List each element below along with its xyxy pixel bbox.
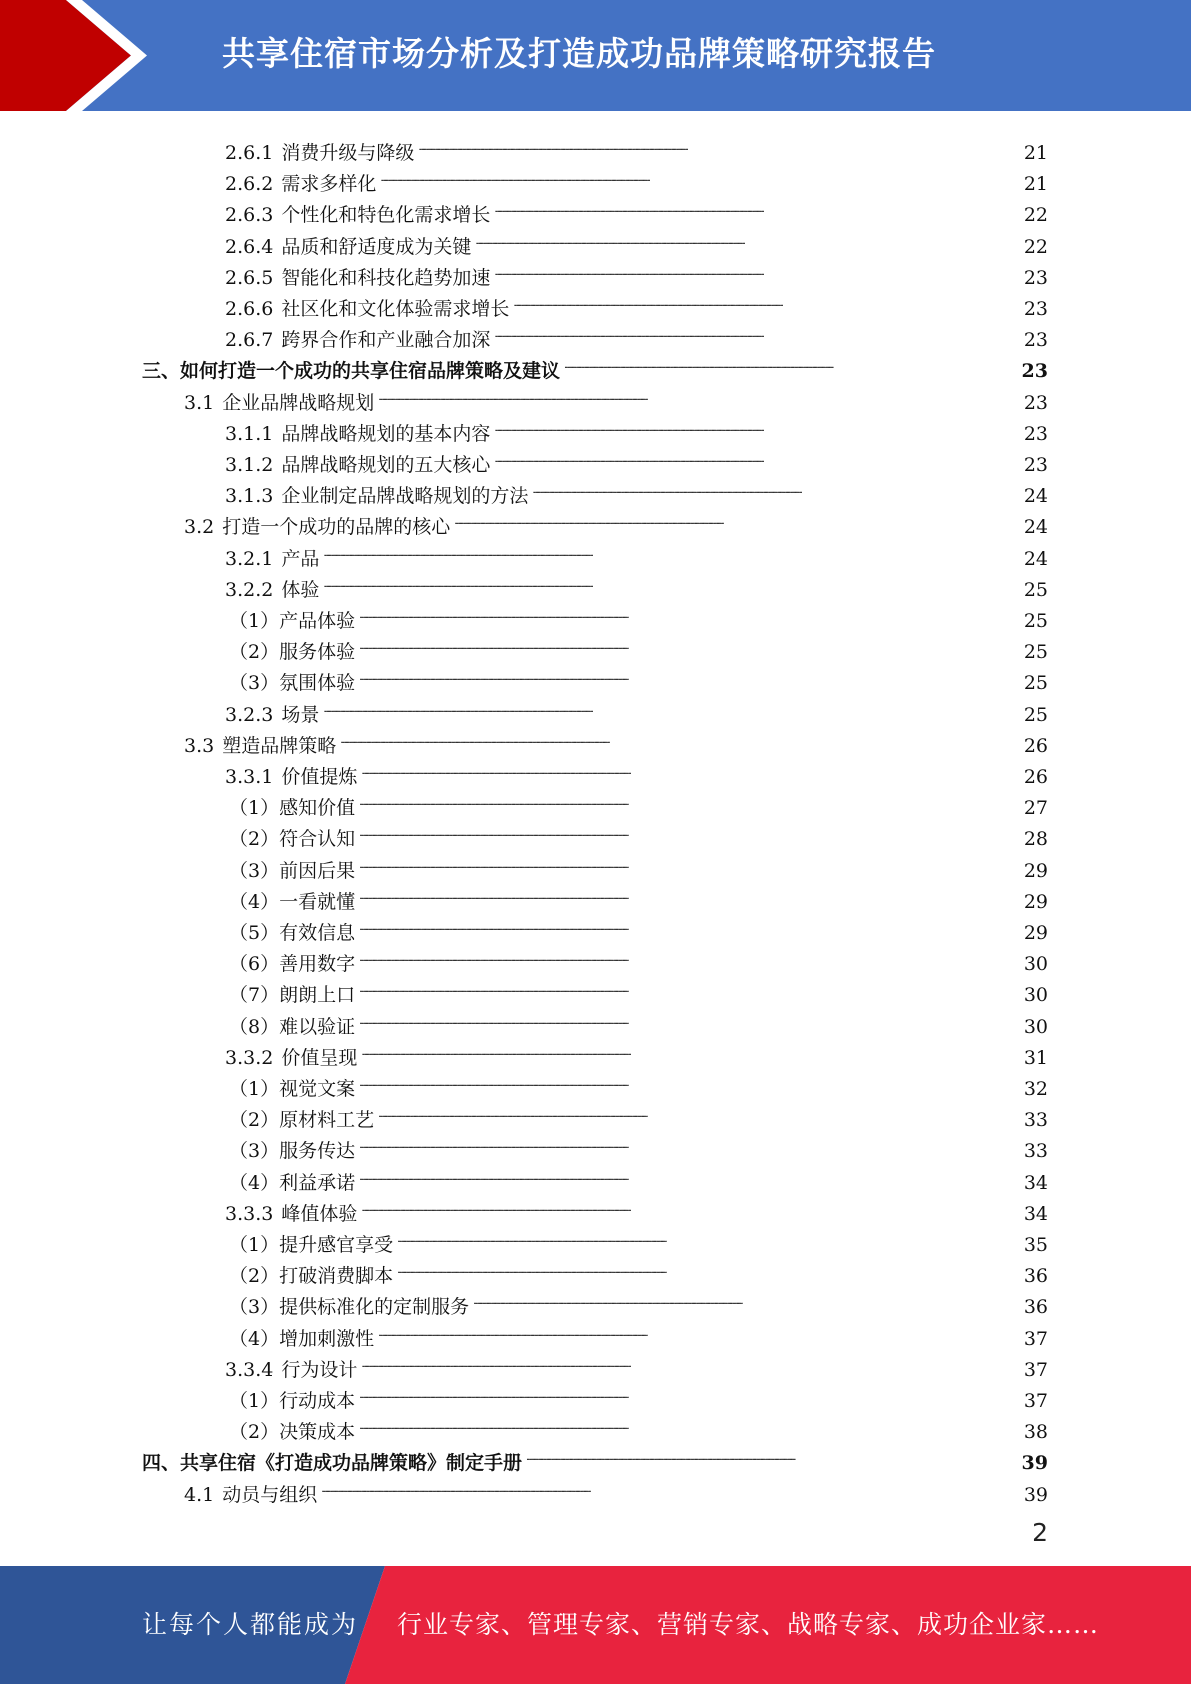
toc-entry[interactable] xyxy=(142,1438,1048,1475)
page-number: 2 xyxy=(1032,1518,1048,1547)
toc-dot-leader xyxy=(359,1064,1022,1095)
toc-dot-leader xyxy=(532,471,1021,502)
toc-dot-leader xyxy=(361,1345,1021,1376)
header-red-chevron xyxy=(0,0,160,111)
toc-entry-page: 36 xyxy=(1023,1265,1048,1288)
toc-dot-leader xyxy=(378,1314,1022,1345)
toc-dot-leader xyxy=(494,409,1021,440)
toc-entry[interactable] xyxy=(229,627,1048,664)
footer-banner xyxy=(0,1566,1191,1684)
toc-dot-leader xyxy=(323,534,1021,565)
toc-entry-page: 21 xyxy=(1023,173,1048,196)
toc-dot-leader xyxy=(418,128,1021,159)
toc-dot-leader xyxy=(359,627,1022,658)
toc-entry-page: 37 xyxy=(1023,1358,1048,1381)
toc-entry-number: 3.3.3 xyxy=(225,1202,274,1225)
toc-entry[interactable] xyxy=(225,253,1048,289)
toc-entry-page: 30 xyxy=(1023,1015,1048,1038)
toc-entry-page: 22 xyxy=(1023,235,1048,258)
toc-entry-title: 品牌战略规划的基本内容 xyxy=(281,422,491,445)
toc-dot-leader xyxy=(397,1220,1022,1251)
toc-dot-leader xyxy=(359,846,1022,877)
toc-entry-page: 37 xyxy=(1023,1390,1048,1412)
toc-entry[interactable] xyxy=(229,783,1048,820)
toc-dot-leader xyxy=(526,1438,1020,1469)
toc-entry-number: 2.6.1 xyxy=(225,142,274,164)
toc-dot-leader xyxy=(359,1407,1022,1438)
toc-entry[interactable] xyxy=(229,846,1048,882)
toc-entry-number: 2.6.5 xyxy=(225,266,274,289)
toc-entry-title: （2）决策成本 xyxy=(229,1421,356,1444)
toc-dot-leader xyxy=(359,970,1022,1001)
toc-entry[interactable] xyxy=(225,1345,1048,1381)
toc-dot-leader xyxy=(454,502,1022,533)
toc-dot-leader xyxy=(361,752,1021,783)
toc-entry-title: （2）符合认知 xyxy=(229,828,356,851)
toc-entry-title: 峰值体验 xyxy=(281,1202,358,1225)
toc-entry-title: 动员与组织 xyxy=(222,1483,318,1506)
toc-entry-page: 33 xyxy=(1023,1140,1048,1163)
toc-entry[interactable] xyxy=(229,1376,1048,1412)
toc-entry-page: 25 xyxy=(1023,578,1048,601)
toc-entry-page: 28 xyxy=(1023,828,1048,851)
toc-entry-title: 社区化和文化体验需求增长 xyxy=(281,298,510,320)
toc-entry[interactable] xyxy=(229,658,1048,695)
toc-entry-page: 29 xyxy=(1023,859,1048,882)
toc-dot-leader xyxy=(321,1470,1022,1501)
toc-entry-page: 37 xyxy=(1023,1327,1048,1350)
toc-entry-title: 场景 xyxy=(281,703,320,726)
toc-entry[interactable] xyxy=(229,939,1048,976)
toc-dot-leader xyxy=(323,690,1021,721)
toc-entry[interactable] xyxy=(225,752,1048,788)
toc-entry-number: 2.6.3 xyxy=(225,204,274,227)
toc-entry-page: 36 xyxy=(1023,1296,1048,1319)
toc-dot-leader xyxy=(359,1158,1022,1189)
toc-entry[interactable] xyxy=(225,440,1048,476)
toc-entry[interactable] xyxy=(225,690,1048,726)
toc-entry-page: 33 xyxy=(1023,1109,1048,1132)
toc-dot-leader xyxy=(359,658,1022,689)
toc-entry-number: 3.2.1 xyxy=(225,547,274,570)
toc-entry-page: 39 xyxy=(1023,1483,1048,1506)
toc-entry-title: 企业品牌战略规划 xyxy=(222,391,375,414)
toc-entry-number: 3.1 xyxy=(184,391,215,414)
toc-entry[interactable] xyxy=(229,908,1048,944)
toc-entry-page: 25 xyxy=(1023,672,1048,695)
toc-dot-leader xyxy=(378,1095,1022,1126)
toc-entry-title: 品质和舒适度成为关键 xyxy=(281,235,472,258)
toc-dot-leader xyxy=(494,253,1021,284)
toc-entry-number: 3.3 xyxy=(184,734,215,757)
toc-entry[interactable] xyxy=(225,284,1048,320)
toc-entry-page: 25 xyxy=(1023,641,1048,664)
toc-entry-title: 跨界合作和产业融合加深 xyxy=(281,329,491,352)
toc-entry-title: （3）提供标准化的定制服务 xyxy=(229,1296,470,1319)
toc-dot-leader xyxy=(361,1033,1021,1064)
toc-entry-title: 行为设计 xyxy=(281,1358,358,1381)
toc-entry-title: （2）原材料工艺 xyxy=(229,1109,375,1132)
toc-entry-title: （1）产品体验 xyxy=(229,610,356,632)
toc-entry-page: 23 xyxy=(1023,391,1048,414)
toc-entry[interactable] xyxy=(184,378,1048,414)
toc-entry[interactable] xyxy=(184,1470,1048,1506)
toc-entry-title: 打造一个成功的品牌的核心 xyxy=(222,516,451,539)
toc-entry-page: 24 xyxy=(1023,547,1048,570)
toc-entry-page: 26 xyxy=(1023,734,1048,757)
toc-entry-page: 34 xyxy=(1023,1171,1048,1194)
toc-entry[interactable] xyxy=(142,346,1048,383)
toc-dot-leader xyxy=(564,346,1020,377)
toc-entry-title: 企业制定品牌战略规划的方法 xyxy=(281,485,529,508)
toc-dot-leader xyxy=(494,190,1021,221)
toc-entry-page: 39 xyxy=(1021,1452,1048,1475)
header-bar xyxy=(0,0,1191,111)
toc-entry-number: 4.1 xyxy=(184,1483,215,1506)
toc-entry[interactable] xyxy=(229,1282,1048,1319)
toc-entry[interactable] xyxy=(229,877,1048,913)
toc-entry-title: 体验 xyxy=(281,578,320,601)
toc-dot-leader xyxy=(475,222,1021,253)
toc-entry-number: 2.6.7 xyxy=(225,329,274,352)
toc-entry[interactable] xyxy=(225,1189,1048,1225)
toc-entry-page: 38 xyxy=(1023,1421,1048,1444)
toc-entry-title: （1）提升感官享受 xyxy=(229,1234,394,1256)
toc-dot-leader xyxy=(359,783,1022,814)
toc-entry-page: 25 xyxy=(1023,610,1048,632)
toc-entry-page: 35 xyxy=(1023,1234,1048,1256)
toc-entry-page: 23 xyxy=(1023,454,1048,476)
toc-entry[interactable] xyxy=(225,128,1048,164)
toc-entry-number: 3.1.1 xyxy=(225,422,274,445)
toc-entry-title: 品牌战略规划的五大核心 xyxy=(281,454,491,476)
toc-entry[interactable] xyxy=(229,1064,1048,1100)
toc-entry-title: （3）前因后果 xyxy=(229,859,356,882)
toc-entry[interactable] xyxy=(229,1407,1048,1444)
toc-entry-title: 价值提炼 xyxy=(281,766,358,788)
toc-entry-number: 3.2.2 xyxy=(225,578,274,601)
toc-entry-page: 32 xyxy=(1023,1078,1048,1100)
toc-entry-page: 24 xyxy=(1023,485,1048,508)
toc-entry[interactable] xyxy=(229,1314,1048,1350)
toc-entry[interactable] xyxy=(225,159,1048,196)
toc-entry-page: 26 xyxy=(1023,766,1048,788)
toc-entry-page: 27 xyxy=(1023,797,1048,820)
toc-entry-title: （3）氛围体验 xyxy=(229,672,356,695)
toc-entry-title: （4）利益承诺 xyxy=(229,1171,356,1194)
toc-entry-page: 23 xyxy=(1023,329,1048,352)
toc-entry-number: 3.1.3 xyxy=(225,485,274,508)
toc-entry-page: 23 xyxy=(1023,266,1048,289)
toc-entry-title: 价值呈现 xyxy=(281,1046,358,1069)
toc-entry-title: 产品 xyxy=(281,547,320,570)
toc-entry-number: 3.2.3 xyxy=(225,703,274,726)
toc-entry[interactable] xyxy=(184,502,1048,539)
toc-entry[interactable] xyxy=(229,1158,1048,1194)
toc-dot-leader xyxy=(397,1251,1022,1282)
toc-entry-title: （8）难以验证 xyxy=(229,1015,356,1038)
toc-entry-page: 21 xyxy=(1023,142,1048,164)
toc-entry-title: （7）朗朗上口 xyxy=(229,984,356,1007)
toc-entry-number: 3.3.4 xyxy=(225,1358,274,1381)
toc-entry-title: （1）感知价值 xyxy=(229,797,356,820)
toc-entry-title: （5）有效信息 xyxy=(229,922,356,944)
toc-entry-page: 29 xyxy=(1023,890,1048,913)
toc-entry-page: 23 xyxy=(1021,360,1048,383)
toc-entry-page: 31 xyxy=(1023,1046,1048,1069)
toc-entry[interactable] xyxy=(229,1251,1048,1288)
toc-entry-title: （4）一看就懂 xyxy=(229,890,356,913)
toc-entry-page: 24 xyxy=(1023,516,1048,539)
toc-dot-leader xyxy=(359,939,1022,970)
toc-dot-leader xyxy=(359,814,1022,845)
toc-entry-title: （2）打破消费脚本 xyxy=(229,1265,394,1288)
footer-slogan: 让每个人都能成为 xyxy=(142,1610,359,1639)
toc-entry[interactable] xyxy=(229,1095,1048,1132)
toc-entry-number: 3.3.1 xyxy=(225,766,274,788)
toc-entry-page: 30 xyxy=(1023,984,1048,1007)
toc-dot-leader xyxy=(359,596,1022,627)
toc-entry[interactable] xyxy=(225,315,1048,352)
toc-dot-leader xyxy=(359,1126,1022,1157)
toc-entry-title: （4）增加刺激性 xyxy=(229,1327,375,1350)
toc-entry-title: 智能化和科技化趋势加速 xyxy=(281,266,491,289)
toc-dot-leader xyxy=(380,159,1021,190)
toc-entry[interactable] xyxy=(225,534,1048,570)
toc-entry-number: 2.6.6 xyxy=(225,298,274,320)
toc-entry[interactable] xyxy=(225,1033,1048,1069)
toc-entry-number: 3.3.2 xyxy=(225,1046,274,1069)
toc-entry-page: 25 xyxy=(1023,703,1048,726)
toc-dot-leader xyxy=(361,1189,1021,1220)
toc-dot-leader xyxy=(494,315,1021,346)
toc-dot-leader xyxy=(323,565,1021,596)
toc-dot-leader xyxy=(359,1002,1022,1033)
toc-entry[interactable] xyxy=(225,190,1048,227)
toc-entry-title: （2）服务体验 xyxy=(229,641,356,664)
toc-dot-leader xyxy=(359,908,1022,939)
toc-entry[interactable] xyxy=(225,565,1048,601)
toc-entry[interactable] xyxy=(229,970,1048,1007)
toc-dot-leader xyxy=(378,378,1022,409)
toc-entry-number: 2.6.4 xyxy=(225,235,274,258)
toc-entry-title: （6）善用数字 xyxy=(229,953,356,976)
toc-entry-title: 个性化和特色化需求增长 xyxy=(281,204,491,227)
toc-entry-page: 30 xyxy=(1023,953,1048,976)
toc-entry-title: （3）服务传达 xyxy=(229,1140,356,1163)
toc-entry-number: 3.1.2 xyxy=(225,454,274,476)
toc-dot-leader xyxy=(473,1282,1022,1313)
toc-entry-title: 四、共享住宿《打造成功品牌策略》制定手册 xyxy=(142,1452,523,1475)
toc-entry-title: 需求多样化 xyxy=(281,173,377,196)
toc-entry-title: （1）行动成本 xyxy=(229,1390,356,1412)
toc-dot-leader xyxy=(513,284,1021,315)
toc-entry-page: 34 xyxy=(1023,1202,1048,1225)
toc-entry-title: 塑造品牌策略 xyxy=(222,734,337,757)
toc-entry[interactable] xyxy=(229,596,1048,632)
toc-entry[interactable] xyxy=(229,1220,1048,1256)
toc-entry[interactable] xyxy=(229,814,1048,851)
toc-entry[interactable] xyxy=(225,222,1048,258)
toc-entry[interactable] xyxy=(184,721,1048,757)
toc-entry[interactable] xyxy=(225,409,1048,445)
toc-entry[interactable] xyxy=(229,1126,1048,1163)
toc-entry-page: 23 xyxy=(1023,298,1048,320)
toc-dot-leader xyxy=(340,721,1022,752)
toc-entry[interactable] xyxy=(229,1002,1048,1038)
toc-entry-page: 29 xyxy=(1023,922,1048,944)
toc-entry-number: 3.2 xyxy=(184,516,215,539)
toc-entry[interactable] xyxy=(225,471,1048,508)
toc-entry-page: 23 xyxy=(1023,422,1048,445)
toc-entry-title: 消费升级与降级 xyxy=(281,142,415,164)
document-title: 共享住宿市场分析及打造成功品牌策略研究报告 xyxy=(222,34,936,73)
toc-dot-leader xyxy=(359,877,1022,908)
footer-roles: 行业专家、管理专家、营销专家、战略专家、成功企业家…… xyxy=(397,1610,1100,1639)
toc-entry-page: 22 xyxy=(1023,204,1048,227)
toc-dot-leader xyxy=(494,440,1021,471)
toc-dot-leader xyxy=(359,1376,1022,1407)
toc-entry-number: 2.6.2 xyxy=(225,173,274,196)
toc-entry-title: （1）视觉文案 xyxy=(229,1078,356,1100)
toc-entry-title: 三、如何打造一个成功的共享住宿品牌策略及建议 xyxy=(142,360,561,383)
